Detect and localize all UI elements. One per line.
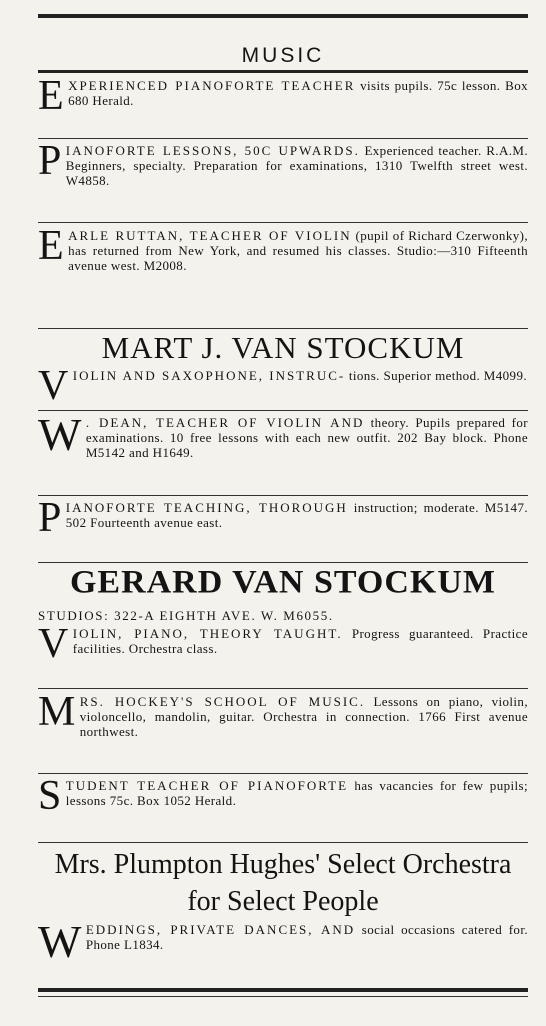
headline-gerard-van-stockum: GERARD VAN STOCKUM bbox=[69, 564, 497, 601]
divider bbox=[38, 328, 528, 329]
dropcap: W bbox=[38, 922, 82, 967]
divider bbox=[38, 562, 528, 563]
ad-body: visits pupils. 75c lesson. Box 680 Herald. bbox=[68, 78, 528, 109]
dropcap: E bbox=[38, 78, 65, 119]
dropcap: P bbox=[38, 143, 62, 184]
section-rule bbox=[38, 70, 528, 73]
divider bbox=[38, 842, 528, 843]
ad-body: instruction; moderate. M5147. 502 Fourteenth avenue east. bbox=[65, 500, 528, 531]
ad-lead: IANOFORTE LESSONS, 50C UPWARDS. bbox=[65, 143, 360, 158]
dropcap: V bbox=[38, 626, 69, 667]
ad-experienced-pianoforte bbox=[38, 78, 528, 134]
section-title: MUSIC bbox=[241, 44, 325, 67]
dropcap: P bbox=[38, 500, 62, 541]
ad-pianoforte-teaching bbox=[38, 500, 528, 558]
ad-violin-piano-theory bbox=[38, 626, 528, 684]
ad-body: (pupil of Richard Czerwonky), has returned from New York, and resumed his classes. Studio:—310 Fifteenth avenue west. M2008. bbox=[68, 228, 528, 274]
ad-lead: RS. HOCKEY'S SCHOOL OF MUSIC. bbox=[79, 694, 366, 709]
ad-body: theory. Pupils prepared for examinations. 10 free lessons with each new outfit. 202 Bay block. Phone M5142 and H1649. bbox=[85, 415, 528, 461]
ad-lead: EDDINGS, PRIVATE DANCES, AND bbox=[85, 922, 356, 937]
ad-body: Lessons on piano, violin, violoncello, mandolin, guitar. Orchestra in connection. 1766 First avenue northwest. bbox=[79, 694, 528, 740]
divider bbox=[38, 688, 528, 689]
ad-lead: XPERIENCED PIANOFORTE TEACHER bbox=[68, 78, 356, 93]
dropcap: W bbox=[38, 415, 82, 460]
headline-mart-van-stockum: MART J. VAN STOCKUM bbox=[101, 330, 465, 365]
dropcap: S bbox=[38, 778, 62, 819]
dropcap: V bbox=[38, 368, 69, 408]
dropcap: E bbox=[38, 228, 65, 269]
bottom-rule bbox=[38, 988, 528, 992]
ad-lead: ARLE RUTTAN, TEACHER OF VIOLIN bbox=[68, 228, 352, 243]
ad-lead: TUDENT TEACHER OF PIANOFORTE bbox=[65, 778, 349, 793]
ad-lead: IOLIN AND SAXOPHONE, INSTRUC- bbox=[72, 368, 346, 383]
top-rule bbox=[38, 14, 528, 18]
ad-earle-ruttan bbox=[38, 228, 528, 324]
divider bbox=[38, 773, 528, 774]
divider bbox=[38, 410, 528, 411]
dropcap: M bbox=[38, 694, 76, 735]
headline-plumpton-hughes: Mrs. Plumpton Hughes' Select Orchestra for Select People bbox=[54, 849, 512, 917]
ad-w-dean bbox=[38, 415, 528, 493]
ad-student-teacher bbox=[38, 778, 528, 838]
ad-lead: IOLIN, PIANO, THEORY TAUGHT. bbox=[72, 626, 343, 641]
divider bbox=[38, 495, 528, 496]
ad-pianoforte-lessons bbox=[38, 143, 528, 217]
ad-mrs-hockey bbox=[38, 694, 528, 770]
ad-body: Experienced teacher. R.A.M. Beginners, specialty. Preparation for examinations, 1310 Twelfth street west. W4858. bbox=[65, 143, 528, 189]
ad-body: Progress guaranteed. Practice facilities. Orchestra class. bbox=[72, 626, 528, 657]
divider bbox=[38, 138, 528, 139]
ad-body: has vacancies for few pupils; lessons 75c. Box 1052 Herald. bbox=[65, 778, 528, 809]
bottom-rule-thin bbox=[38, 996, 528, 997]
ad-body: tions. Superior method. M4099. bbox=[345, 368, 527, 383]
ad-lead: IANOFORTE TEACHING, THOROUGH bbox=[65, 500, 348, 515]
gerard-studios-line: STUDIOS: 322-A EIGHTH AVE. W. M6055. bbox=[38, 608, 334, 623]
ad-lead: . DEAN, TEACHER OF VIOLIN AND bbox=[85, 415, 365, 430]
divider bbox=[38, 222, 528, 223]
ad-violin-saxophone bbox=[38, 368, 528, 408]
ad-body: social occasions catered for. Phone L1834. bbox=[85, 922, 528, 953]
ad-weddings bbox=[38, 922, 528, 980]
